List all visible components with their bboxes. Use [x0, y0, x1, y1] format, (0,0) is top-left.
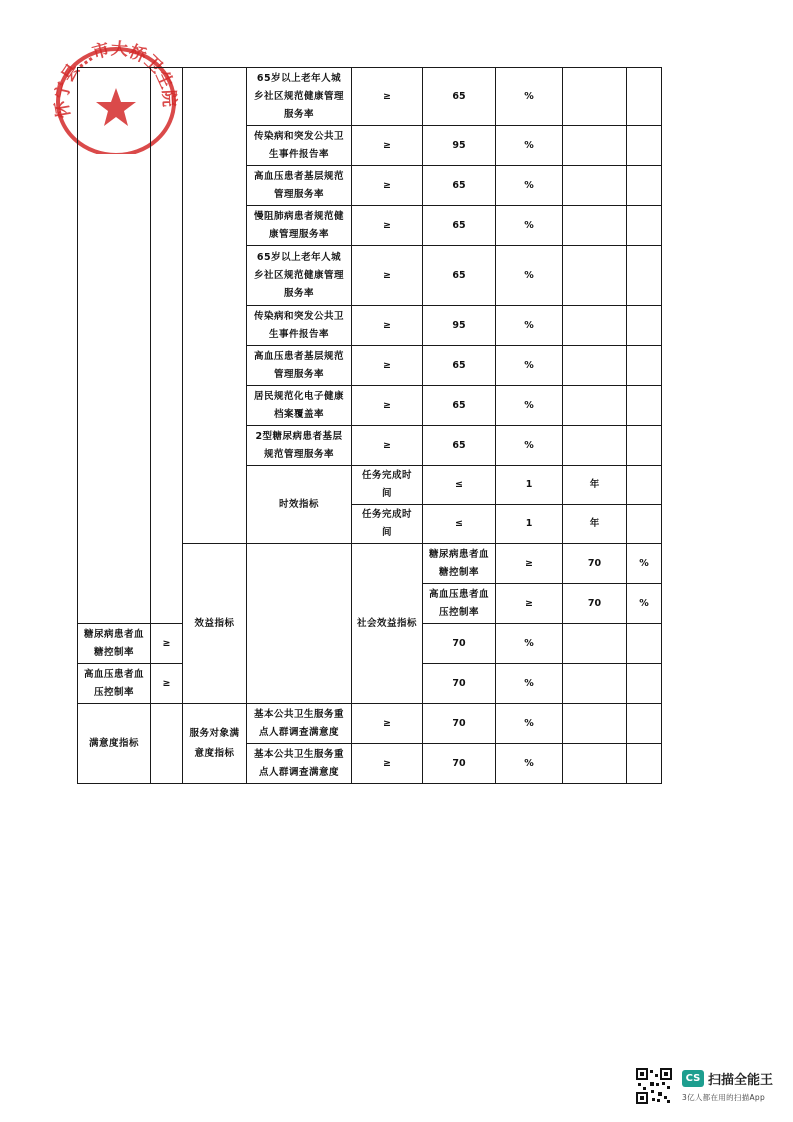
blank-cell: [627, 206, 662, 246]
operator: ≥: [496, 584, 563, 624]
metric-name: 任务完成时间: [352, 466, 423, 505]
metric-name: 居民规范化电子健康档案覆盖率: [247, 386, 352, 426]
operator: ≥: [151, 664, 183, 704]
operator: ≥: [352, 206, 423, 246]
target-value: 1: [496, 505, 563, 544]
operator: ≤: [423, 505, 496, 544]
unit: %: [496, 206, 563, 246]
category-satisfaction: 满意度指标: [78, 704, 151, 784]
target-value: 70: [423, 744, 496, 784]
metric-name: 2型糖尿病患者基层规范管理服务率: [247, 426, 352, 466]
performance-indicator-table: [77, 67, 662, 784]
metric-name: 慢阻肺病患者规范健康管理服务率: [247, 206, 352, 246]
operator: ≥: [352, 704, 423, 744]
operator: ≥: [352, 166, 423, 206]
unit: %: [496, 246, 563, 306]
blank-cell: [563, 704, 627, 744]
blank-cell: [247, 544, 352, 704]
blank-cell: [563, 206, 627, 246]
blank-cell: [563, 664, 627, 704]
unit: %: [496, 386, 563, 426]
unit: %: [627, 544, 662, 584]
svg-text:怀宁县…市大桥卫生院: 怀宁县…市大桥卫生院: [51, 39, 179, 120]
target-value: 70: [423, 704, 496, 744]
blank-cell: [627, 166, 662, 206]
target-value: 65: [423, 386, 496, 426]
table-row: [78, 704, 662, 744]
subcategory-timeliness: 时效指标: [247, 466, 352, 544]
blank-cell: [563, 346, 627, 386]
blank-cell: [563, 166, 627, 206]
metric-name: 高血压患者血压控制率: [423, 584, 496, 624]
blank-cell: [563, 68, 627, 126]
blank-cell: [627, 704, 662, 744]
operator: ≤: [423, 466, 496, 505]
unit: %: [496, 704, 563, 744]
metric-name: 基本公共卫生服务重点人群调查满意度: [247, 704, 352, 744]
blank-cell: [627, 346, 662, 386]
blank-cell: [563, 246, 627, 306]
blank-cell: [563, 306, 627, 346]
unit: %: [496, 346, 563, 386]
target-value: 65: [423, 68, 496, 126]
operator: ≥: [352, 306, 423, 346]
blank-cell: [563, 126, 627, 166]
blank-cell: [563, 744, 627, 784]
operator: ≥: [352, 126, 423, 166]
metric-name: 65岁以上老年人城乡社区规范健康管理服务率: [247, 68, 352, 126]
blank-cell: [627, 386, 662, 426]
metric-name: 65岁以上老年人城乡社区规范健康管理服务率: [247, 246, 352, 306]
brand-name: 扫描全能王: [708, 1073, 774, 1088]
brand-slogan: 3亿人都在用的扫描App: [682, 1093, 766, 1102]
blank-cell: [627, 246, 662, 306]
target-value: 65: [423, 426, 496, 466]
unit: %: [496, 426, 563, 466]
metric-name: 高血压患者基层规范管理服务率: [247, 166, 352, 206]
blank-cell: [627, 306, 662, 346]
unit: %: [496, 744, 563, 784]
unit: %: [496, 306, 563, 346]
target-value: 70: [563, 584, 627, 624]
blank-cell: [627, 505, 662, 544]
operator: ≥: [496, 544, 563, 584]
unit: %: [496, 624, 563, 664]
metric-name: 高血压患者基层规范管理服务率: [247, 346, 352, 386]
target-value: 70: [423, 624, 496, 664]
blank-cell: [627, 68, 662, 126]
subcategory-social-benefit: 社会效益指标: [352, 544, 423, 704]
qr-code-icon: [636, 1068, 672, 1104]
unit: %: [496, 166, 563, 206]
blank-cell: [627, 744, 662, 784]
blank-cell: [563, 386, 627, 426]
target-value: 70: [423, 664, 496, 704]
metric-name: 任务完成时间: [352, 505, 423, 544]
target-value: 95: [423, 126, 496, 166]
target-value: 65: [423, 246, 496, 306]
unit: %: [627, 584, 662, 624]
blank-cell: [627, 664, 662, 704]
target-value: 70: [563, 544, 627, 584]
target-value: 1: [496, 466, 563, 505]
blank-cell: [627, 126, 662, 166]
category-cell: [78, 68, 151, 624]
operator: ≥: [352, 68, 423, 126]
blank-cell: [627, 624, 662, 664]
unit: %: [496, 664, 563, 704]
unit: 年: [563, 466, 627, 505]
blank-cell: [563, 624, 627, 664]
blank-cell: [151, 704, 183, 784]
blank-cell: [563, 426, 627, 466]
metric-name: 基本公共卫生服务重点人群调查满意度: [247, 744, 352, 784]
operator: ≥: [151, 624, 183, 664]
blank-cell: [627, 466, 662, 505]
metric-name: 传染病和突发公共卫生事件报告率: [247, 126, 352, 166]
unit: %: [496, 68, 563, 126]
operator: ≥: [352, 386, 423, 426]
metric-name: 糖尿病患者血糖控制率: [78, 624, 151, 664]
blank-cell: [151, 68, 183, 624]
metric-name: 传染病和突发公共卫生事件报告率: [247, 306, 352, 346]
target-value: 65: [423, 346, 496, 386]
operator: ≥: [352, 246, 423, 306]
unit: 年: [563, 505, 627, 544]
table-row: [78, 68, 662, 126]
operator: ≥: [352, 346, 423, 386]
unit: %: [496, 126, 563, 166]
operator: ≥: [352, 744, 423, 784]
camscanner-logo-icon: CS: [682, 1070, 704, 1087]
subcategory-cell: [183, 68, 247, 544]
scanner-watermark: [636, 1068, 776, 1108]
target-value: 65: [423, 206, 496, 246]
subcategory-service-satisfaction: 服务对象满意度指标: [183, 704, 247, 784]
target-value: 95: [423, 306, 496, 346]
target-value: 65: [423, 166, 496, 206]
blank-cell: [627, 426, 662, 466]
category-benefit: 效益指标: [183, 544, 247, 704]
metric-name: 高血压患者血压控制率: [78, 664, 151, 704]
operator: ≥: [352, 426, 423, 466]
metric-name: 糖尿病患者血糖控制率: [423, 544, 496, 584]
